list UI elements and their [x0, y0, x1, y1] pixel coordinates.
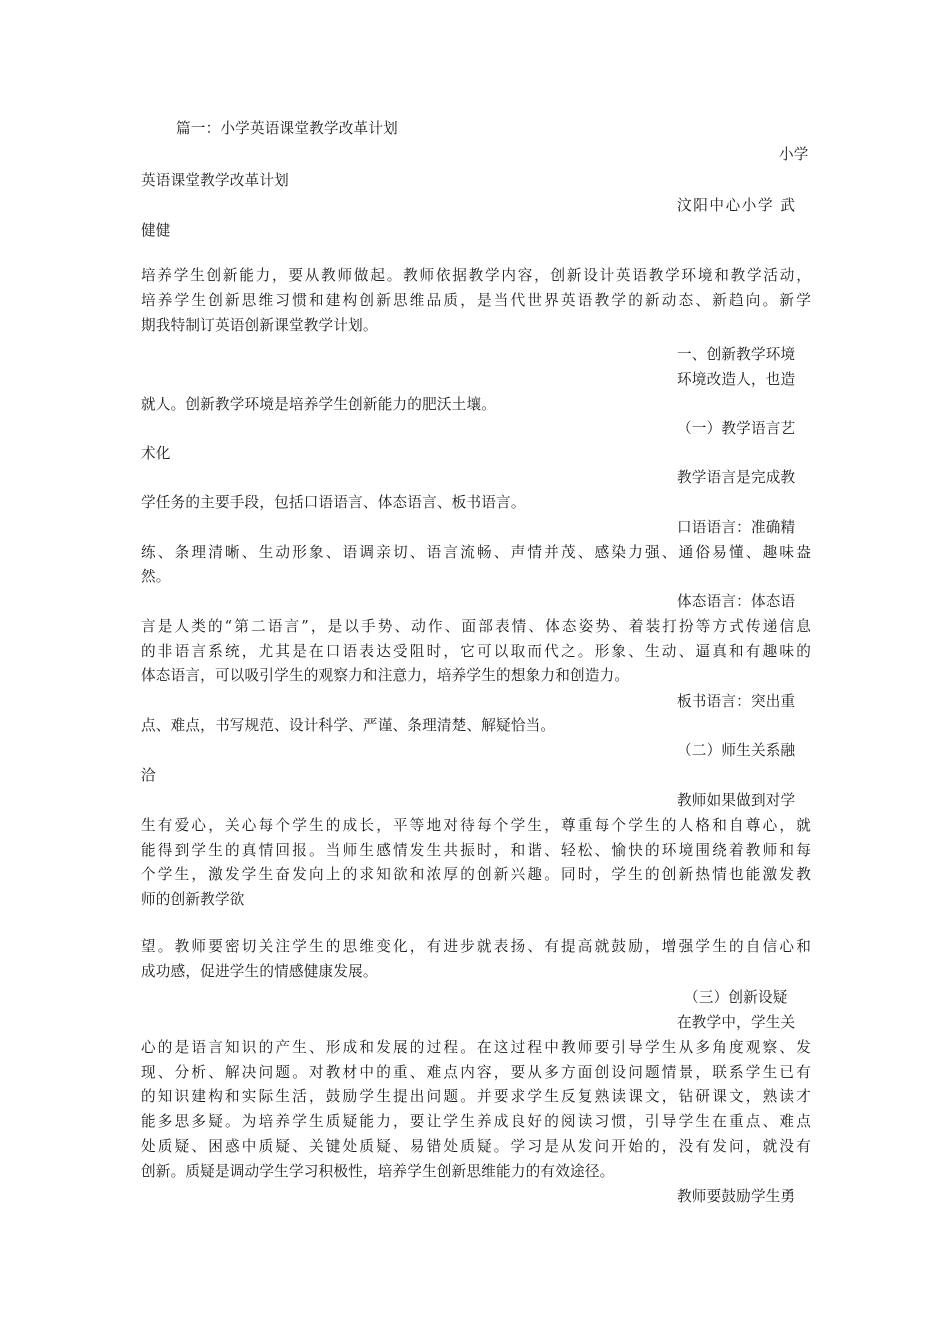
paragraph-line: 体态语言，可以吸引学生的观察力和注意力，培养学生的想象力和创造力。 [141, 667, 630, 684]
paragraph-line: 处质疑、困惑中质疑、关键处质疑、易错处质疑。学习是从发问开始的，没有发问，就没有 [141, 1138, 811, 1155]
paragraph-line: 师的创新教学欲 [141, 891, 245, 908]
document-title: 篇一：小学英语课堂教学改革计划 [176, 120, 398, 137]
paragraph-line: 创新。质疑是调动学生学习积极性，培养学生创新思维能力的有效途径。 [141, 1163, 615, 1180]
paragraph-line: 成功感，促进学生的情感健康发展。 [141, 963, 378, 980]
paragraph-line: 的知识建构和实际生活，鼓励学生提出问题。并要求学生反复熟读课文，钻研课文，熟读才 [141, 1088, 811, 1105]
subsection-heading: （三）创新设疑 [684, 989, 788, 1006]
paragraph-start: 体态语言：体态语 [677, 593, 796, 610]
paragraph-line: 望。教师要密切关注学生的思维变化，有进步就表扬、有提高就鼓励，增强学生的自信心和 [141, 938, 811, 955]
paragraph-line: 生有爱心，关心每个学生的成长，平等地对待每个学生，尊重每个学生的人格和自尊心，就 [141, 817, 811, 834]
intro-line: 培养学生创新能力，要从教师做起。教师依据教学内容，创新设计英语教学环境和教学活动， [141, 267, 811, 284]
author-name: 健健 [141, 222, 171, 239]
subsection-heading-continuation: 洽 [141, 767, 156, 784]
paragraph-line: 练、条理清晰、生动形象、语调亲切、语言流畅、声情并茂、感染力强、通俗易懂、趣味盎 [141, 544, 811, 561]
paragraph-line: 然。 [141, 568, 171, 585]
paragraph-start: 在教学中，学生关 [677, 1014, 796, 1031]
paragraph-start: 环境改造人，也造 [677, 371, 796, 388]
intro-line: 培养学生创新思维习惯和建构创新思维品质，是当代世界英语教学的新动态、新趋向。新学 [141, 292, 811, 309]
paragraph-line: 个学生，激发学生奋发向上的求知欲和浓厚的创新兴趣。同时，学生的创新热情也能激发教 [141, 866, 811, 883]
paragraph-line: 学任务的主要手段，包括口语语言、体态语言、板书语言。 [141, 494, 526, 511]
paragraph-line: 能多思多疑。为培养学生质疑能力，要让学生养成良好的阅读习惯，引导学生在重点、难点 [141, 1113, 811, 1130]
subsection-heading: （一）教学语言艺 [677, 420, 796, 437]
paragraph-line: 能得到学生的真情回报。当师生感情发生共振时，和谐、轻松、愉快的环境围绕着教师和每 [141, 842, 811, 859]
paragraph-line: 点、难点，书写规范、设计科学、严谨、条理清楚、解疑恰当。 [141, 717, 556, 734]
paragraph-start: 板书语言：突出重 [677, 693, 796, 710]
title-continuation: 英语课堂教学改革计划 [141, 172, 289, 189]
section-heading: 一、创新教学环境 [677, 346, 796, 363]
author-school: 汶阳中心小学 武 [677, 197, 797, 214]
paragraph-line: 现、分析、解决问题。对教材中的重、难点内容，要从多方面创设问题情景，联系学生已有 [141, 1064, 811, 1081]
paragraph-line: 的非语言系统，尤其是在口语表达受阻时，它可以取而代之。形象、生动、逼真和有趣味的 [141, 643, 811, 660]
paragraph-start: 教师要鼓励学生勇 [677, 1188, 796, 1205]
paragraph-start: 口语语言：准确精 [677, 519, 796, 536]
paragraph-start: 教师如果做到对学 [677, 792, 796, 809]
subsection-heading: （二）师生关系融 [677, 742, 796, 759]
intro-line: 期我特制订英语创新课堂教学计划。 [141, 317, 378, 334]
subsection-heading-continuation: 术化 [141, 445, 171, 462]
paragraph-line: 心的是语言知识的产生、形成和发展的过程。在这过程中教师要引导学生从多角度观察、发 [141, 1039, 811, 1056]
title-fragment: 小学 [779, 146, 809, 163]
paragraph-line: 言是人类的“第二语言”，是以手势、动作、面部表情、体态姿势、着装打扮等方式传递信息 [141, 618, 811, 635]
paragraph-line: 就人。创新教学环境是培养学生创新能力的肥沃土壤。 [141, 396, 497, 413]
paragraph-start: 教学语言是完成教 [677, 469, 796, 486]
